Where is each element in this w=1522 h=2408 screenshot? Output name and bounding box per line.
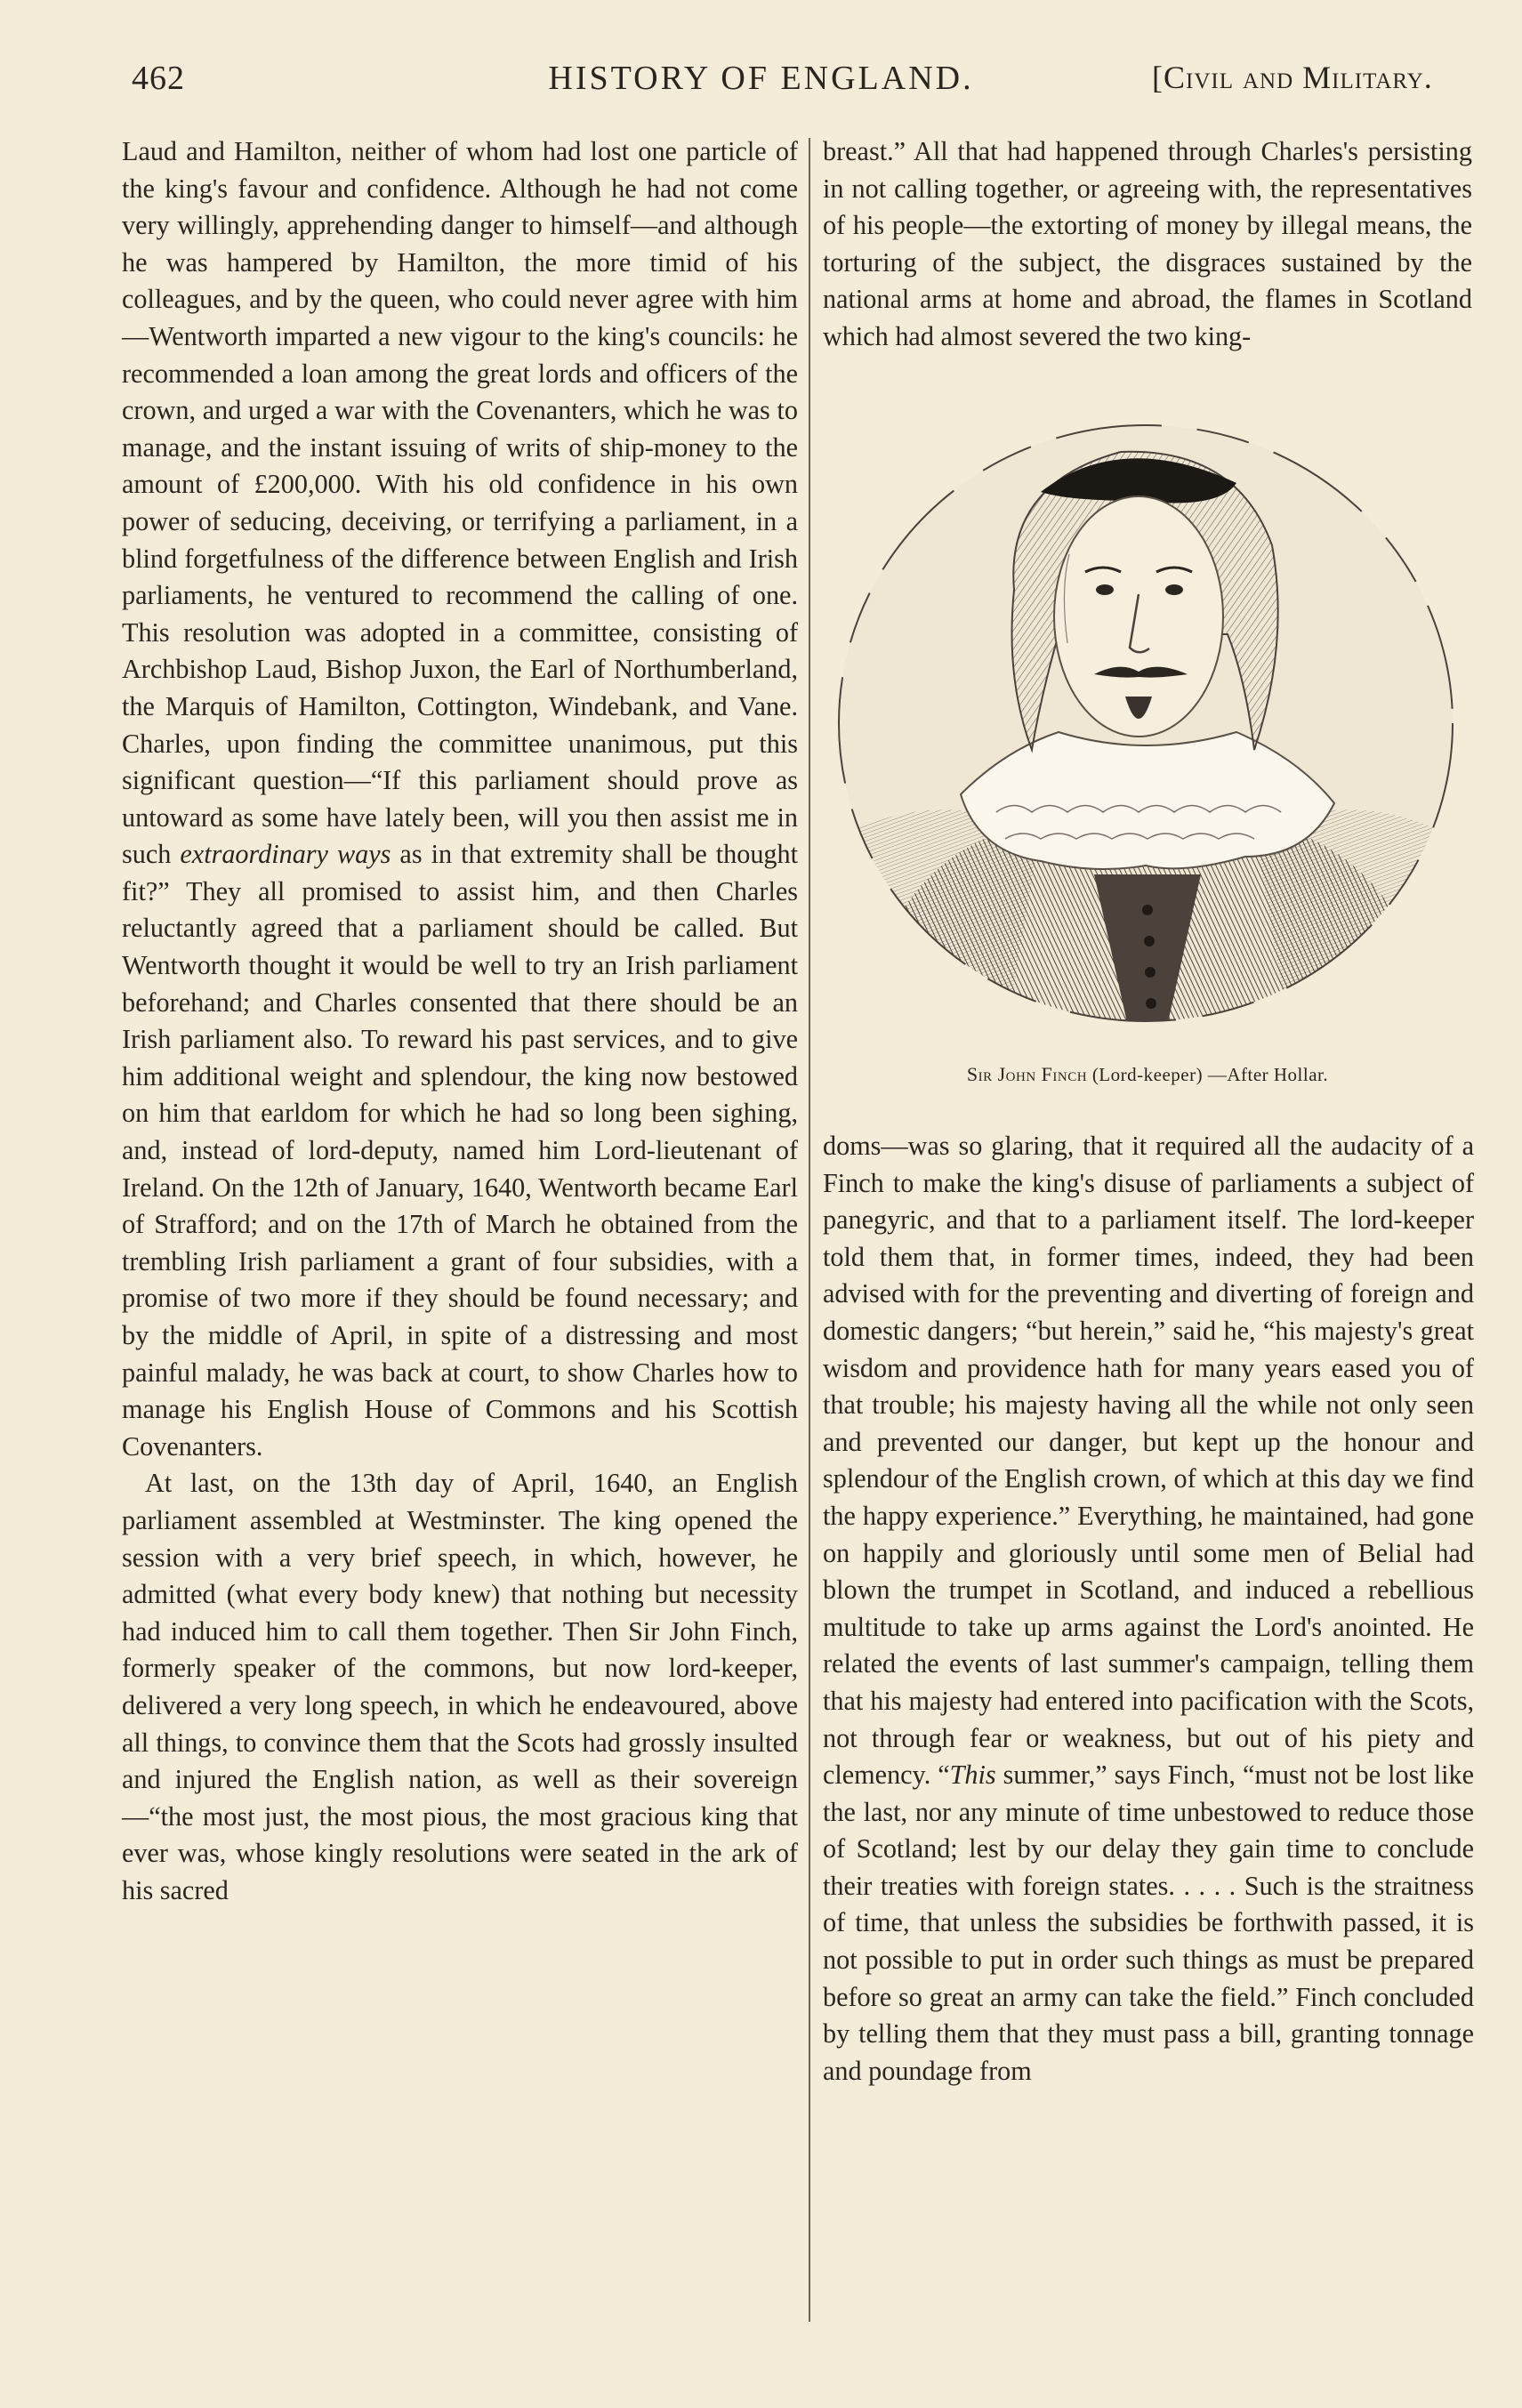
paragraph: breast.” All that had happened through Charles's persisting in not calling together, or agreeing with, the representatives of his people—the extorting of money by illegal means, the torturing of the subject, the disgraces sustained by the national arms at home and abroad, the flames in Scotland which had almost severed the two king- [823,136,1472,351]
section-title: [Civil and Military. [1152,60,1433,95]
page-number: 462 [132,60,185,97]
italic-word: This [949,1760,996,1791]
paragraph [122,133,798,1465]
paragraph: At last, on the 13th day of April, 1640, an English parliament assembled at Westminster. The king opened the session with a very brief speech, in which, however, he admitted (what every body knew) that nothing but necessity had induced him to call them together. Then Sir John Finch, formerly speaker of the commons, but now lord-keeper, delivered a very long speech, in which he endeavoured, above all things, to convince them that the Scots had grossly insulted and injured the English nation, as well as their sovereign—“the most just, the most pious, the most gracious king that ever was, whose kingly resolutions were seated in the ark of his sacred [122,1468,798,1905]
paragraph-text: doms—was so glaring, that it required all the audacity of a Finch to make the king's disuse of parliaments a subject of panegyric, and that to a parliament itself. The lord-keeper told them that, in former times, indeed, they had been advised with for the preventing and diverting of foreign and domestic dangers; “but herein,” said he, “his majesty's great wisdom and providence hath for many years eased you of that trouble; his majesty having all the while not only seen and prevented our danger, but kept up the honour and splendour of the English crown, of which at this day we find the happy experience.” Everything, he maintained, had gone on happily and gloriously until some men of Belial had blown the trumpet in Scotland, and induced a rebellious multitude to take up arms against the Lord's anointed. He related the events of last summer's campaign, telling them that his majesty had entered into pacification with the Scots, not through fear or weakness, but out of his piety and clemency. “ [823,1131,1474,1791]
running-title: HISTORY OF ENGLAND. [548,60,974,97]
right-column-bottom [823,1128,1474,2329]
paragraph [823,1128,1474,2090]
caption-name: Sir John Finch [966,1063,1088,1085]
illustration-caption [823,1063,1472,1086]
portrait-engraving-icon [827,412,1464,1035]
paragraph-text: Laud and Hamilton, neither of whom had lost one particle of the king's favour and confidence. Although he had not come very willingly, apprehending danger to himself—and although he was hampered by Hamilton, the more timid of his colleagues, and by the queen, who could never agree with him—Wentworth imparted a new vigour to the king's councils: he recommended a loan among the great lords and officers of the crown, and urged a war with the Covenanters, which he was to manage, and the instant issuing of writs of ship-money to the amount of £200,000. With his old confidence in his own power of seducing, deceiving, or terrifying a parliament, in a blind forgetfulness of the difference between English and Irish parliaments, he ventured to recommend the calling of one. This resolution was adopted in a committee, consisting of Archbishop Laud, Bishop Juxon, the Earl of Northumberland, the Marquis of Hamilton, Cottington, Windebank, and Vane. Charles, upon finding the committee unanimous, put this significant question—“If this parliament should prove as untoward as some have lately been, will you then assist me in such [122,136,798,870]
paragraph-text: summer,” says Finch, “must not be lost like the last, nor any minute of time unbestowed to reduce those of Scotland; lest by our delay they gain time to conclude their treaties with foreign states. . . . . Such is the straitness of time, that unless the subsidies be forthwith passed, it is not possible to put in order such things as must be prepared before so great an army can take the field.” Finch concluded by telling them that they must pass a bill, granting tonnage and poundage from [823,1760,1474,2086]
caption-role: (Lord-keeper) [1091,1064,1204,1085]
running-header [0,59,1522,112]
caption-credit: —After Hollar. [1207,1064,1329,1085]
right-column-top [823,133,1472,400]
portrait-illustration [827,412,1464,1035]
column-rule [809,138,810,2322]
italic-phrase: extraordinary ways [180,839,391,870]
left-column [122,133,798,2322]
paragraph-text: as in that extremity shall be thought fit?” They all promised to assist him, and then Charles reluctantly agreed that a parliament should be called. But Wentworth thought it would be well to try an Irish parliament beforehand; and Charles consented that there should be an Irish parliament also. To reward his past services, and to give him additional weight and splendour, the king now bestowed on him that earldom for which he had so long been sighing, and, instead of lord-deputy, named him Lord-lieutenant of Ireland. On the 12th of January, 1640, Wentworth became Earl of Strafford; and on the 17th of March he obtained from the trembling Irish parliament a grant of four subsidies, with a promise of two more if they should be found necessary; and by the middle of April, in spite of a distressing and most painful malady, he was back at court, to show Charles how to manage his English House of Commons and his Scottish Covenanters. [122,839,799,1462]
